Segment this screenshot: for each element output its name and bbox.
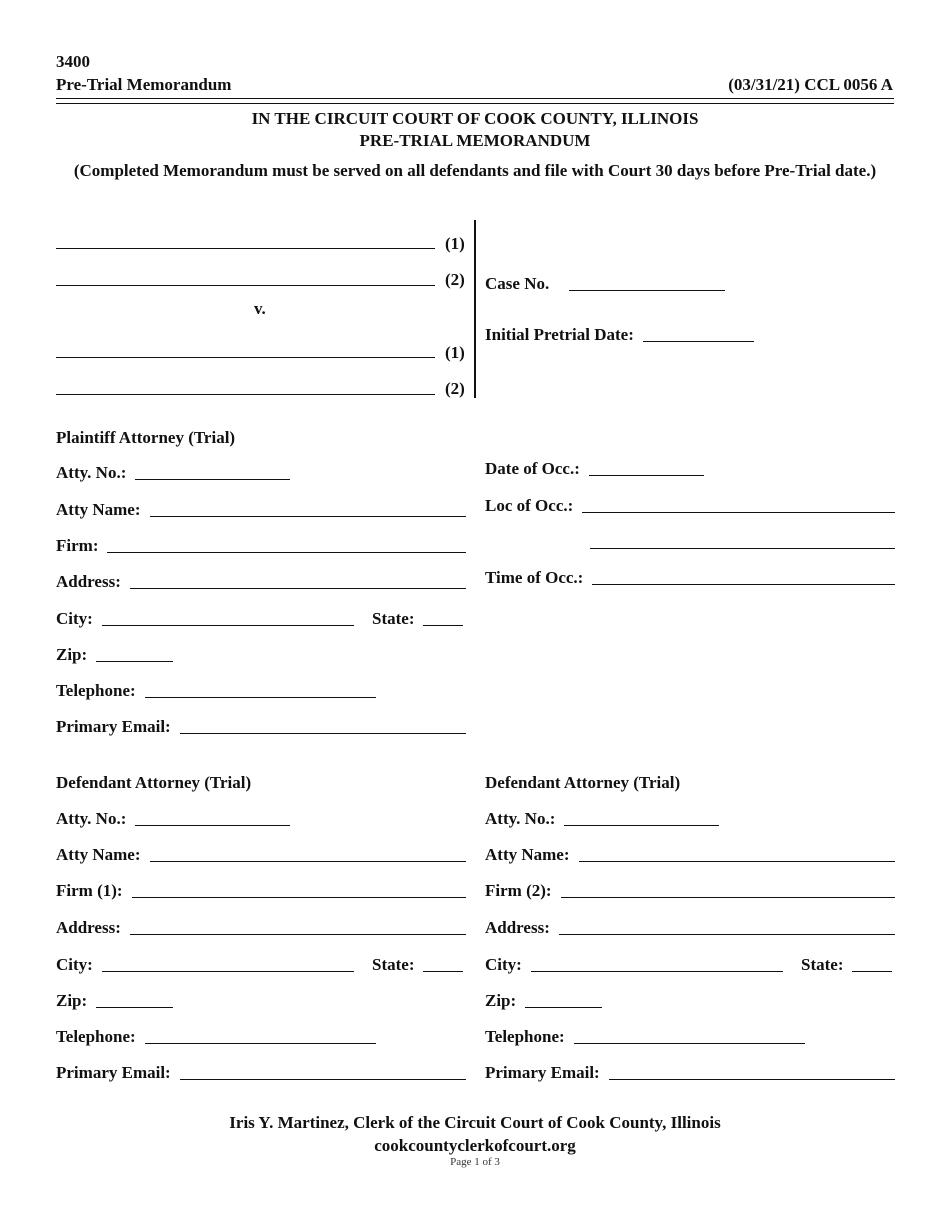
form-code: (03/31/21) CCL 0056 A [728,75,893,94]
time-of-occurrence-field[interactable]: Time of Occ.: [485,568,895,588]
plaintiff-telephone-field[interactable]: Telephone: [56,681,376,701]
defendant-1-telephone-field[interactable]: Telephone: [56,1027,376,1047]
page-number: Page 1 of 3 [450,1156,500,1168]
plaintiff-attorney-heading: Plaintiff Attorney (Trial) [56,428,236,447]
defendant-1-atty-no-field[interactable]: Atty. No.: [56,809,290,829]
plaintiff-city-field[interactable]: City: [56,609,354,629]
plaintiff-atty-no-field[interactable]: Atty. No.: [56,463,290,483]
plaintiff-address-field[interactable]: Address: [56,572,466,592]
defendant-2-zip-field[interactable]: Zip: [485,991,602,1011]
location-of-occurrence-field[interactable]: Loc of Occ.: [485,496,895,516]
defendant-2-telephone-field[interactable]: Telephone: [485,1027,805,1047]
location-of-occurrence-line-2[interactable] [590,548,895,549]
defendant-2-number: (2) [445,379,465,398]
initial-pretrial-date-field[interactable] [485,325,754,345]
plaintiff-email-field[interactable]: Primary Email: [56,717,466,737]
case-number-field[interactable] [485,274,725,294]
plaintiff-2-line[interactable] [56,285,435,286]
initial-pretrial-date-label: Initial Pretrial Date: [485,325,634,344]
header-rule-bottom [56,103,894,104]
defendant-1-number: (1) [445,343,465,362]
defendant-2-attorney-heading: Defendant Attorney (Trial) [485,773,681,792]
defendant-1-city-field[interactable]: City: [56,955,354,975]
caption-divider [474,220,476,398]
defendant-2-city-field[interactable]: City: [485,955,783,975]
clerk-line: Iris Y. Martinez, Clerk of the Circuit Court of Cook County, Illinois [229,1113,721,1132]
form-number: 3400 [56,52,90,71]
defendant-1-email-field[interactable]: Primary Email: [56,1063,466,1083]
defendant-2-line[interactable] [56,394,435,395]
plaintiff-1-line[interactable] [56,248,435,249]
defendant-1-address-field[interactable]: Address: [56,918,466,938]
plaintiff-2-number: (2) [445,270,465,289]
defendant-2-firm-field[interactable]: Firm (2): [485,881,895,901]
filing-note: (Completed Memorandum must be served on all defendants and file with Court 30 days before Pre-Trial date.) [73,161,877,180]
header-rule-top [56,98,894,99]
plaintiff-state-field[interactable]: State: [372,609,463,629]
defendant-1-line[interactable] [56,357,435,358]
defendant-1-firm-field[interactable]: Firm (1): [56,881,466,901]
defendant-2-address-field[interactable]: Address: [485,918,895,938]
plaintiff-atty-name-field[interactable]: Atty Name: [56,500,466,520]
defendant-2-atty-name-field[interactable]: Atty Name: [485,845,895,865]
defendant-1-state-field[interactable]: State: [372,955,463,975]
document-title: PRE-TRIAL MEMORANDUM [359,131,591,150]
defendant-1-atty-name-field[interactable]: Atty Name: [56,845,466,865]
defendant-1-zip-field[interactable]: Zip: [56,991,173,1011]
defendant-2-atty-no-field[interactable]: Atty. No.: [485,809,719,829]
plaintiff-zip-field[interactable]: Zip: [56,645,173,665]
date-of-occurrence-field[interactable]: Date of Occ.: [485,459,704,479]
plaintiff-1-number: (1) [445,234,465,253]
case-number-label: Case No. [485,274,550,293]
plaintiff-firm-field[interactable]: Firm: [56,536,466,556]
court-title: IN THE CIRCUIT COURT OF COOK COUNTY, ILLINOIS [251,109,699,128]
form-name: Pre-Trial Memorandum [56,75,232,94]
defendant-2-email-field[interactable]: Primary Email: [485,1063,895,1083]
website-link[interactable]: cookcountyclerkofcourt.org [374,1136,576,1155]
defendant-2-state-field[interactable]: State: [801,955,892,975]
versus-label: v. [254,299,266,318]
defendant-1-attorney-heading: Defendant Attorney (Trial) [56,773,252,792]
